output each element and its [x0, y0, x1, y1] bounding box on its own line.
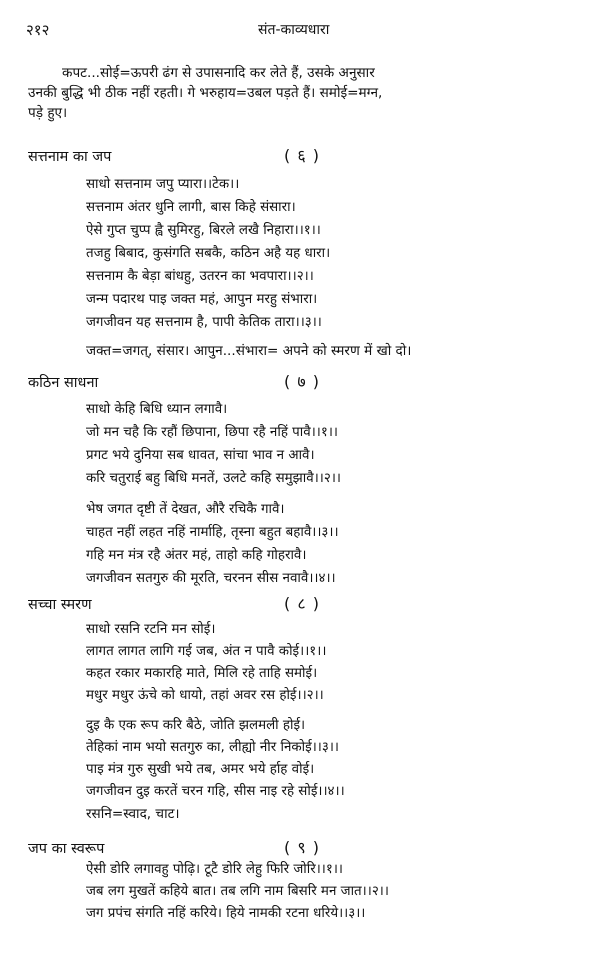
- verse-block: [86, 859, 576, 925]
- verse-line: मधुर मधुर ऊंचे को धायो, तहां अवर रस होई।।२।।: [86, 688, 324, 703]
- section-title: सच्चा स्मरण: [28, 597, 92, 613]
- verse-line: जगजीवन दुइ करतें चरन गहि, सीस नाइ रहे सोई।।४।।: [86, 784, 345, 799]
- verse-line: जन्म पदारथ पाइ जक्त महं, आपुन मरहु संभारा।: [86, 292, 318, 307]
- verse-line: साधो केहि बिधि ध्यान लगावै।: [86, 402, 228, 417]
- section-number: ( ९ ): [284, 838, 320, 857]
- verse-line: करि चतुराई बहु बिधि मनतें, उलटे कहि समुझावै।।२।।: [86, 471, 341, 486]
- intro-note-line-1: कपट...सोई=ऊपरी ढंग से उपासनादि कर लेते हैं, उसके अनुसार: [62, 65, 375, 81]
- verse-line: पाइ मंत्र गुरु सुखी भये तब, अमर भये र्हाह वोई।: [86, 762, 315, 777]
- verse-block: [86, 398, 576, 590]
- verse-line: दुइ कै एक रूप करि बैठे, जोति झलमली होई।: [86, 718, 306, 733]
- verse-line: तेहिकां नाम भयो सतगुरु का, लीह्यो नीर निकोई।।३।।: [86, 740, 339, 755]
- verse-line: सत्तनाम कै बेड़ा बांधहु, उतरन का भवपारा।।२।।: [86, 269, 314, 284]
- verse-line: जब लग मुखतें कहिये बात। तब लगि नाम बिसरि मन जात।।२।।: [86, 884, 389, 899]
- verse-line: जगजीवन यह सत्तनाम है, पापी केतिक तारा।।३।।: [86, 315, 322, 330]
- verse-line: जगजीवन सतगुरु की मूरति, चरनन सीस नवावै।।४।।: [86, 571, 336, 586]
- section-title: जप का स्वरूप: [28, 841, 105, 857]
- verse-line: जो मन चहै कि रहौं छिपाना, छिपा रहै नहिं पावै।।१।।: [86, 425, 338, 440]
- verse-block: [86, 619, 576, 803]
- verse-line: प्रगट भये दुनिया सब धावत, सांचा भाव न आवै।: [86, 448, 315, 463]
- verse-line: गहि मन मंत्र रहै अंतर महं, ताहो कहि गोहरावै।: [86, 548, 307, 563]
- verse-line: तजहु बिबाद, कुसंगति सबकै, कठिन अहै यह धारा।: [86, 246, 331, 261]
- verse-line: ऐसी डोरि लगावहु पोढ़ि। टूटै डोरि लेहु फिरि जोरि।।१।।: [86, 862, 343, 877]
- verse-line: जग प्रपंच संगति नहिं करिये। हिये नामकी रटना धरिये।।३।।: [86, 906, 366, 921]
- verse-block: [86, 173, 576, 334]
- verse-line: साधो रसनि रटनि मन सोई।: [86, 622, 216, 637]
- verse-line: लागत लागत लागि गई जब, अंत न पावै कोई।।१।।: [86, 644, 327, 659]
- section-title: कठिन साधना: [28, 375, 99, 391]
- running-head: संत-काव्यधारा: [258, 22, 330, 38]
- section-title: सत्तनाम का जप: [28, 149, 112, 165]
- verse-line: कहत रकार मकारहि माते, मिलि रहे ताहि समोई।: [86, 666, 318, 681]
- verse-line: भेष जगत दृष्टी तें देखत, औरै रचिकै गावै।: [86, 502, 285, 517]
- gloss-note: रसनि=स्वाद, चाट।: [86, 806, 180, 822]
- section-number: ( ७ ): [284, 372, 320, 391]
- verse-line: सत्तनाम अंतर धुनि लागी, बास किहे संसारा।: [86, 200, 296, 215]
- page-number: २१२: [26, 21, 50, 39]
- verse-line: चाहत नहीं लहत नहिं नार्माहि, तृस्ना बहुत बहावै।।३।।: [86, 525, 339, 540]
- intro-note-line-2: उनकी बुद्धि भी ठीक नहीं रहती। गे भरुहाय=उबल पड़ते हैं। समोई=मग्न,: [28, 85, 383, 101]
- intro-note: [28, 63, 576, 123]
- verse-line: ऐसे गुप्त चुप्प ह्वै सुमिरहु, बिरले लखै निहारा।।१।।: [86, 223, 321, 238]
- gloss-note: जक्त=जगत्, संसार। आपुन...संभारा= अपने को स्मरण में खो दो।: [86, 343, 412, 359]
- section-number: ( ८ ): [284, 594, 320, 613]
- verse-line: साधो सत्तनाम जपु प्यारा।।टेक।।: [86, 177, 240, 192]
- section-number: ( ६ ): [284, 146, 320, 165]
- intro-note-line-3: पड़े हुए।: [28, 105, 68, 121]
